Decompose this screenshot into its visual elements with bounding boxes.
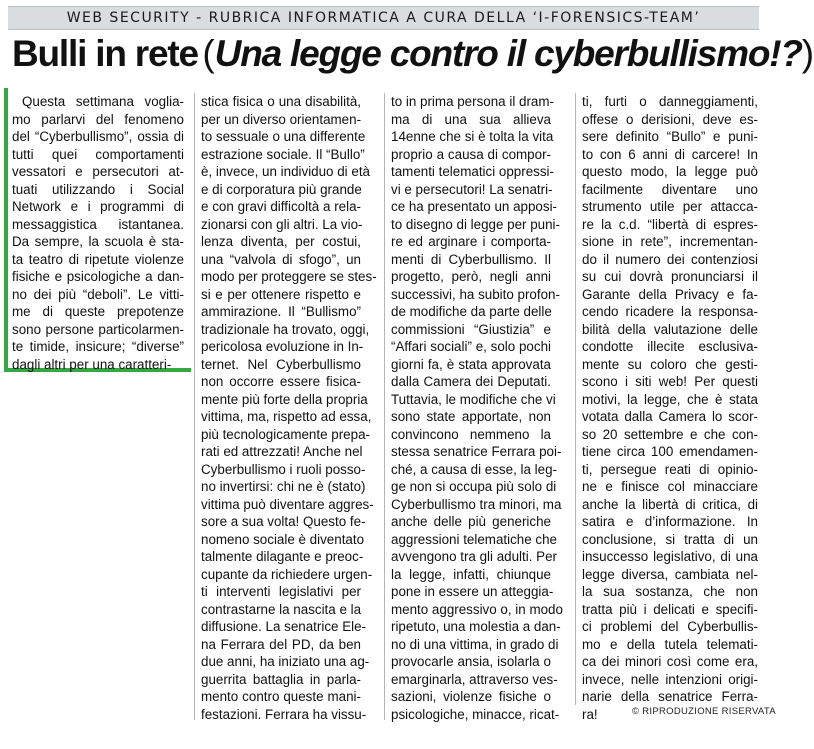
- text-line: no dei più “deboli”. Le vitti-: [12, 286, 184, 302]
- copyright-notice: © RIPRODUZIONE RISERVATA: [632, 706, 776, 717]
- text-line: fisiche e psicologiche a dan-: [12, 269, 184, 284]
- text-line: mente più forte della propria: [201, 391, 368, 407]
- text-line: no di una vittima, in grado di: [391, 636, 559, 652]
- text-line: mo e della tutela telemati-: [582, 636, 758, 652]
- text-line: ché, a causa di esse, la leg-: [391, 461, 557, 477]
- text-line: strumento utile per attacca-: [582, 199, 758, 214]
- text-line: condotte illecite esclusiva-: [582, 339, 758, 354]
- headline-close-paren: ): [801, 33, 814, 74]
- text-line: contrastarne la nascita e la: [201, 601, 362, 617]
- text-line: festazioni. Ferrara ha vissu-: [201, 706, 367, 722]
- text-line: pone in essere un atteggia-: [391, 584, 554, 599]
- text-line: successivi, ha subito profon-: [391, 286, 560, 302]
- text-line: bilità della valutazione delle: [582, 321, 758, 337]
- text-line: stessa senatrice Ferrara poi-: [391, 444, 562, 459]
- text-line: ge non si occupa più solo di: [391, 479, 557, 494]
- text-line: to in prima persona il dram-: [391, 94, 554, 109]
- text-line: mento aggressivo o, in modo: [391, 601, 563, 617]
- text-line: più tecnologicamente prepa-: [201, 426, 370, 442]
- text-line: convincono nemmeno la: [391, 426, 551, 442]
- text-line: ammirazione. Il “Bullismo”: [201, 304, 361, 319]
- text-line: del “Cyberbullismo”, ossia di: [12, 129, 184, 144]
- text-line: ci problemi del Cyberbullis-: [582, 619, 758, 634]
- text-line: ti, persegue reati di opinio-: [582, 461, 758, 477]
- text-line: do il numero dei contenziosi: [582, 251, 758, 267]
- text-line: vittima può diventare aggres-: [201, 496, 374, 512]
- text-line: anche la libertà di critica, di: [582, 496, 758, 512]
- text-line: ta teatro di ripetute violenze: [12, 251, 184, 267]
- text-line: tamenti telematici oppressi-: [391, 164, 554, 179]
- text-line: to sessuale o una differente: [201, 129, 366, 144]
- text-line: insuccesso legislativo, di una: [582, 549, 758, 564]
- text-line: legge diversa, cambiata nel-: [582, 566, 758, 582]
- text-line: ra!: [582, 706, 598, 722]
- article-column-3: [391, 93, 563, 723]
- text-line: offese o derisioni, deve es-: [582, 111, 758, 127]
- text-line: facilmente diventare uno: [582, 181, 758, 197]
- text-line: scono i siti web! Per questi: [582, 374, 758, 389]
- text-line: guerrita battaglia in parla-: [201, 671, 361, 687]
- text-line: Tuttavia, le modifiche che vi: [391, 391, 556, 407]
- text-line: no invertirsi: chi ne è (stato): [201, 479, 366, 494]
- text-line: modo per proteggere se stes-: [201, 269, 377, 284]
- text-line: 14enne che si è tolta la vita: [391, 129, 554, 144]
- article-column-2: [201, 93, 377, 723]
- text-line: rati ed attrezzati! Anche nel: [201, 444, 363, 459]
- text-line: zionarsi con gli altri. La vio-: [201, 216, 363, 232]
- text-line: talmente dilagante e preoc-: [201, 549, 364, 564]
- text-line: sono persone particolarmen-: [12, 321, 184, 337]
- green-accent-vertical: [4, 88, 8, 372]
- text-line: su cui dovrà pronunciarsi il: [582, 269, 758, 284]
- text-line: Cyberbullismo tra minori, ma: [391, 496, 562, 512]
- headline-subtitle: Una legge contro il cyberbullismo!?: [214, 33, 802, 74]
- text-line: re la c.d. “libertà di espres-: [582, 216, 758, 232]
- text-line: conclusione, si tratta di un: [582, 531, 758, 547]
- text-line: sione in rete”, incrementan-: [582, 234, 758, 249]
- text-line: sore a sua volta! Questo fe-: [201, 514, 366, 529]
- text-line: menti di Cyberbullismo. Il: [391, 251, 551, 267]
- headline-open-paren: (: [202, 33, 215, 74]
- text-line: due anni, ha iniziato una ag-: [201, 654, 370, 669]
- text-line: si e per ottenere rispetto e: [201, 286, 361, 302]
- text-line: ma di una sua allieva: [391, 111, 551, 127]
- text-line: aggressioni telematiche che: [391, 531, 557, 547]
- text-line: tutti quei comportamenti: [12, 146, 184, 162]
- text-line: mente su coloro che gesti-: [582, 356, 758, 372]
- text-line: mo parlarvi del fenomeno: [12, 111, 184, 127]
- text-line: Questa settimana voglia-: [22, 94, 184, 109]
- text-line: questo modo, la legge può: [582, 164, 758, 179]
- text-line: cendo ricadere la responsa-: [582, 304, 758, 319]
- text-line: commissioni “Giustizia” e: [391, 321, 551, 337]
- text-line: narie della senatrice Ferra-: [582, 689, 758, 704]
- text-line: estrazione sociale. Il “Bullo”: [201, 146, 365, 162]
- text-line: motivi, la legge, che è stata: [582, 391, 758, 407]
- text-line: diffusione. La senatrice Ele-: [201, 619, 367, 634]
- article-column-4: [582, 93, 758, 723]
- text-line: ce ha presentato un apposi-: [391, 199, 558, 214]
- text-line: è, invece, un individuo di età: [201, 164, 370, 179]
- article-column-1: [12, 93, 184, 373]
- text-line: avvengono tra gli adulti. Per: [391, 549, 557, 564]
- text-line: stica fisica o una disabilità,: [201, 94, 361, 109]
- text-line: la legge, infatti, chiunque: [391, 566, 551, 582]
- text-line: emarginarla, attraverso ves-: [391, 671, 558, 687]
- text-line: sazioni, violenze fisiche o: [391, 689, 551, 704]
- text-line: na Ferrara del PD, da ben: [201, 636, 361, 652]
- article-headline: [12, 33, 814, 85]
- text-line: invece, nelle intenzioni origi-: [582, 671, 758, 687]
- column-divider-1: [194, 93, 195, 720]
- text-line: votata dalla Camera lo scor-: [582, 409, 758, 424]
- text-line: dagli altri per una caratteri-: [12, 356, 172, 372]
- text-line: ti, furti o danneggiamenti,: [582, 94, 758, 109]
- text-line: dalla Camera dei Deputati.: [391, 374, 551, 389]
- text-line: to con 6 anni di carcere! In: [582, 146, 758, 162]
- text-line: ca dei minori così come era,: [582, 654, 758, 669]
- text-line: giorni fa, è stata approvata: [391, 356, 551, 372]
- text-line: la sua sostanza, che non: [582, 584, 758, 599]
- text-line: Garante della Privacy e fa-: [582, 286, 758, 302]
- text-line: vittima, ma, rispetto ad essa,: [201, 409, 372, 424]
- text-line: e di corporatura più grande: [201, 181, 362, 197]
- text-line: tradizionale ha trovato, oggi,: [201, 321, 370, 337]
- headline-main: Bulli in rete: [12, 33, 198, 74]
- text-line: sere definito “Bullo” e puni-: [582, 129, 758, 144]
- text-line: vi e persecutori! La senatri-: [391, 181, 553, 197]
- text-line: non occorre essere fisica-: [201, 374, 361, 389]
- text-line: cupante da richiedere urgen-: [201, 566, 373, 582]
- text-line: ternet. Nel Cyberbullismo: [201, 356, 361, 372]
- text-line: progetto, però, negli anni: [391, 269, 551, 284]
- text-line: Cyberbullismo i ruoli posso-: [201, 461, 366, 477]
- column-divider-2: [384, 93, 385, 720]
- text-line: lenza diventa, per costui,: [201, 234, 361, 249]
- text-line: me di queste prepotenze: [12, 304, 184, 319]
- text-line: una “valvola di sfogo”, un: [201, 251, 361, 267]
- text-line: anche delle più generiche: [391, 514, 551, 529]
- text-line: to disegno di legge per puni-: [391, 216, 560, 232]
- text-line: Da sempre, la scuola è sta-: [12, 234, 184, 249]
- text-line: ripetuto, una molestia a dan-: [391, 619, 561, 634]
- text-line: satira e d’informazione. In: [582, 514, 758, 529]
- text-line: per un diverso orientamen-: [201, 111, 362, 127]
- text-line: nomeno sociale è diventato: [201, 531, 365, 547]
- text-line: messaggistica istantanea.: [12, 216, 184, 232]
- text-line: sono state apportate, non: [391, 409, 551, 424]
- text-line: vessatori e persecutori at-: [12, 164, 184, 179]
- text-line: te timide, insicure; “diverse”: [12, 339, 184, 354]
- text-line: ne e finisce col minacciare: [582, 479, 758, 494]
- text-line: tiene circa 100 emendamen-: [582, 444, 758, 459]
- rubric-banner: [8, 6, 759, 30]
- text-line: re ed arginare i comporta-: [391, 234, 551, 249]
- text-line: ti interventi legislativi per: [201, 584, 361, 599]
- text-line: tuati utilizzando i Social: [12, 181, 184, 197]
- text-line: proprio a causa di compor-: [391, 146, 551, 162]
- text-line: psicologiche, minacce, ricat-: [391, 706, 560, 722]
- rubric-text: WEB SECURITY - RUBRICA INFORMATICA A CURA DELLA ‘I-FORENSICS-TEAM’: [66, 10, 701, 26]
- text-line: Network e i programmi di: [12, 199, 184, 214]
- text-line: mento contro queste mani-: [201, 689, 361, 704]
- text-line: so 20 settembre e che con-: [582, 426, 758, 442]
- column-divider-3: [575, 93, 576, 705]
- text-line: de modifiche da parte delle: [391, 304, 552, 319]
- text-line: pericolosa evoluzione in In-: [201, 339, 364, 354]
- text-line: tratta più i delicati e specifi-: [582, 601, 758, 617]
- text-line: e con gravi difficoltà a rela-: [201, 199, 361, 214]
- text-line: “Affari sociali” e, solo pochi: [391, 339, 551, 354]
- text-line: provocarle ansia, isolarla o: [391, 654, 551, 669]
